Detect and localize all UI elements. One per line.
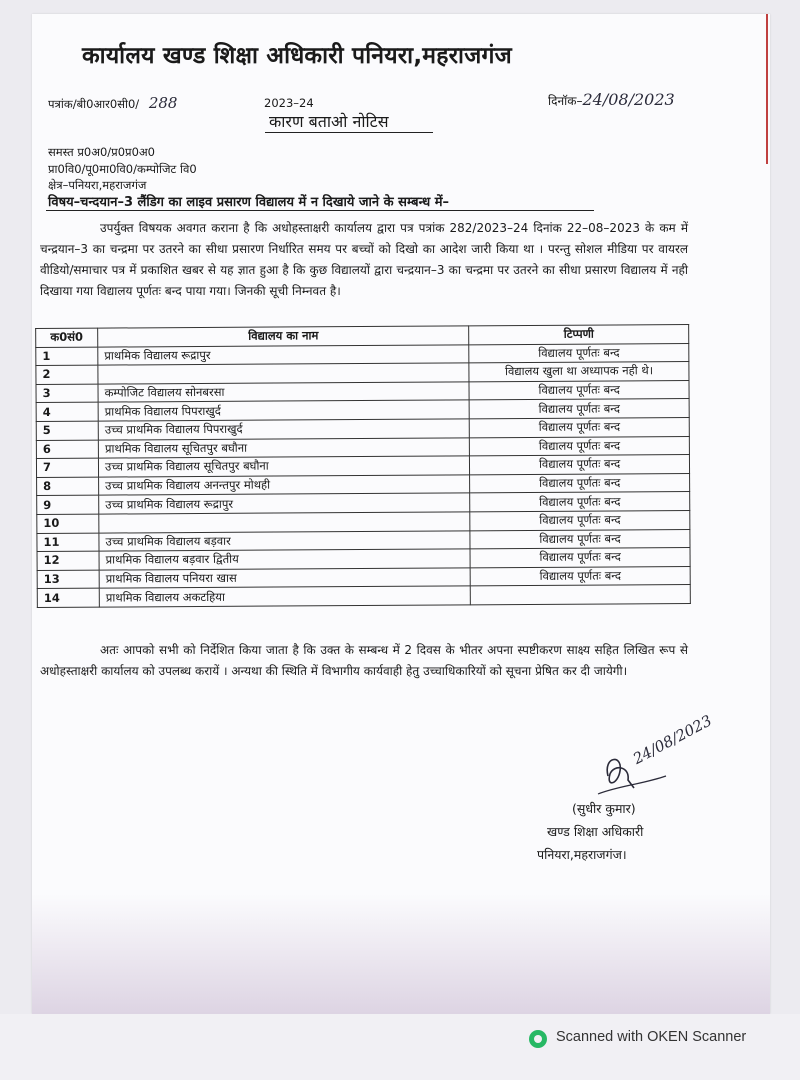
remark-cell: विद्यालय पूर्णतः बन्द: [470, 455, 690, 475]
remark-cell: विद्यालय पूर्णतः बन्द: [469, 343, 689, 363]
subject-underline: [46, 210, 594, 211]
serial-cell: 2: [36, 365, 98, 384]
remark-cell: विद्यालय पूर्णतः बन्द: [469, 399, 689, 419]
serial-cell: 10: [37, 514, 99, 533]
header-serial: क0सं0: [36, 328, 98, 347]
school-cell: प्राथमिक विद्यालय पनियरा खास: [99, 568, 470, 589]
school-cell: उच्च प्राथमिक विद्यालय पिपराखुर्द: [98, 419, 469, 440]
notice-underline: [265, 132, 433, 133]
signatory-name: (सुधीर कुमार): [572, 801, 636, 816]
signatory-location: पनियरा,महराजगंज।: [537, 847, 627, 862]
body-paragraph-1: उपर्युक्त विषयक अवगत कराना है कि अधोहस्ताक्षरी कार्यालय द्वारा पत्र पत्रांक 282/2023–24 दिनांक 22–08–2023 के कम में चन्द्रयान–3 का चन्द्रमा पर उतरने का सीधा प्रसारण निर्धारित समय पर बच्चों को दिखो का आदेश जारी किया था । परन्तु सोशल मीडिया पर वायरल वीडियो/समाचार पत्र में प्रकाशित खबर से यह ज्ञात हुआ है कि कुछ विद्यालयों द्वारा चन्द्रयान–3 का चन्द्रमा पर उतरने का सीधा प्रसारण विद्यालय में नही दिखाया गया विद्यालय पूर्णतः बन्द पाया गया। जिनकी सूची निम्नवत है।: [40, 221, 688, 298]
reference-label: [48, 94, 177, 112]
addressee-line-3: क्षेत्र–पनियरा,महराजगंज: [48, 178, 147, 192]
body-paragraph-2: अतः आपको सभी को निर्देशित किया जाता है कि उक्त के सम्बन्ध में 2 दिवस के भीतर अपना स्पष्टीकरण साक्ष्य सहित लिखित रूप से अधोहस्ताक्षरी कार्यालय को उपलब्ध करायें । अन्यथा की स्थिति में विभागीय कार्यवाही हेतु उच्चाधिकारियों को सूचना प्रेषित कर दी जायेगी।: [40, 643, 688, 678]
school-list-table: [35, 324, 691, 608]
school-cell: प्राथमिक विद्यालय सूचितपुर बघौना: [98, 437, 469, 458]
remark-cell: विद्यालय पूर्णतः बन्द: [470, 492, 690, 512]
date-label: दिनॉक–: [548, 94, 583, 108]
serial-cell: 3: [36, 384, 98, 403]
notice-title: कारण बताओ नोटिस: [269, 112, 389, 131]
scanner-footer: [0, 1014, 800, 1080]
school-cell: उच्च प्राथमिक विद्यालय रूद्रापुर: [99, 493, 470, 514]
signatory-designation: खण्ड शिक्षा अधिकारी: [547, 824, 644, 839]
scanner-logo-icon: [529, 1030, 547, 1048]
remark-cell: विद्यालय पूर्णतः बन्द: [470, 473, 690, 493]
remark-cell: विद्यालय पूर्णतः बन्द: [470, 566, 690, 586]
school-cell: [99, 512, 470, 533]
addressee-line-1: समस्त प्र0अ0/प्र0प्र0अ0: [48, 145, 155, 159]
page-bottom-shade: [32, 894, 770, 1014]
serial-cell: 8: [37, 477, 99, 496]
remark-cell: विद्यालय खुला था अध्यापक नही थे।: [469, 362, 689, 382]
school-cell: प्राथमिक विद्यालय अकटहिया: [99, 586, 470, 607]
reference-prefix: पत्रांक/बी0आर0सी0/: [48, 97, 140, 111]
remark-cell: विद्यालय पूर्णतः बन्द: [470, 510, 690, 530]
subject-line: विषय–चन्दयान–3 लैंडिग का लाइव प्रसारण विद्यालय में न दिखाये जाने के सम्बन्ध में–: [48, 195, 449, 210]
serial-cell: 9: [37, 495, 99, 514]
school-cell: प्राथमिक विद्यालय बड़वार द्वितीय: [99, 549, 470, 570]
signature-date: 24/08/2023: [630, 711, 715, 768]
edge-mark: [766, 14, 768, 164]
school-cell: उच्च प्राथमिक विद्यालय सूचितपुर बघौना: [98, 456, 469, 477]
serial-cell: 6: [36, 440, 98, 459]
addressee-line-2: प्रा0वि0/पू0मा0वि0/कम्पोजिट वि0: [48, 162, 197, 176]
school-cell: प्राथमिक विद्यालय रूद्रापुर: [98, 344, 469, 365]
school-cell: प्राथमिक विद्यालय पिपराखुर्द: [98, 400, 469, 421]
school-cell: [98, 363, 469, 384]
table-row: [37, 585, 690, 608]
header-remark: टिप्पणी: [469, 325, 689, 345]
remark-cell: विद्यालय पूर्णतः बन्द: [470, 529, 690, 549]
school-cell: कम्पोजिट विद्यालय सोनबरसा: [98, 382, 469, 403]
office-title: कार्यालय खण्ड शिक्षा अधिकारी पनियरा,महराजगंज: [82, 43, 512, 69]
serial-cell: 14: [37, 588, 99, 607]
serial-cell: 4: [36, 402, 98, 421]
header-school-name: विद्यालय का नाम: [98, 326, 469, 347]
serial-cell: 12: [37, 551, 99, 570]
serial-cell: 7: [36, 458, 98, 477]
serial-cell: 11: [37, 533, 99, 552]
serial-cell: 1: [36, 347, 98, 366]
serial-cell: 5: [36, 421, 98, 440]
date-line: [548, 90, 675, 109]
scanner-watermark-text: Scanned with OKEN Scanner: [556, 1029, 747, 1045]
remark-cell: विद्यालय पूर्णतः बन्द: [469, 380, 689, 400]
school-cell: उच्च प्राथमिक विद्यालय अनन्तपुर मोथही: [99, 475, 470, 496]
remark-cell: विद्यालय पूर्णतः बन्द: [469, 417, 689, 437]
remark-cell: [470, 585, 690, 605]
remark-cell: विद्यालय पूर्णतः बन्द: [470, 548, 690, 568]
reference-number: 288: [148, 94, 178, 112]
school-cell: उच्च प्राथमिक विद्यालय बड़वार: [99, 530, 470, 551]
session-year: 2023–24: [264, 96, 314, 110]
serial-cell: 13: [37, 570, 99, 589]
date-value: 24/08/2023: [582, 90, 675, 109]
remark-cell: विद्यालय पूर्णतः बन्द: [470, 436, 690, 456]
